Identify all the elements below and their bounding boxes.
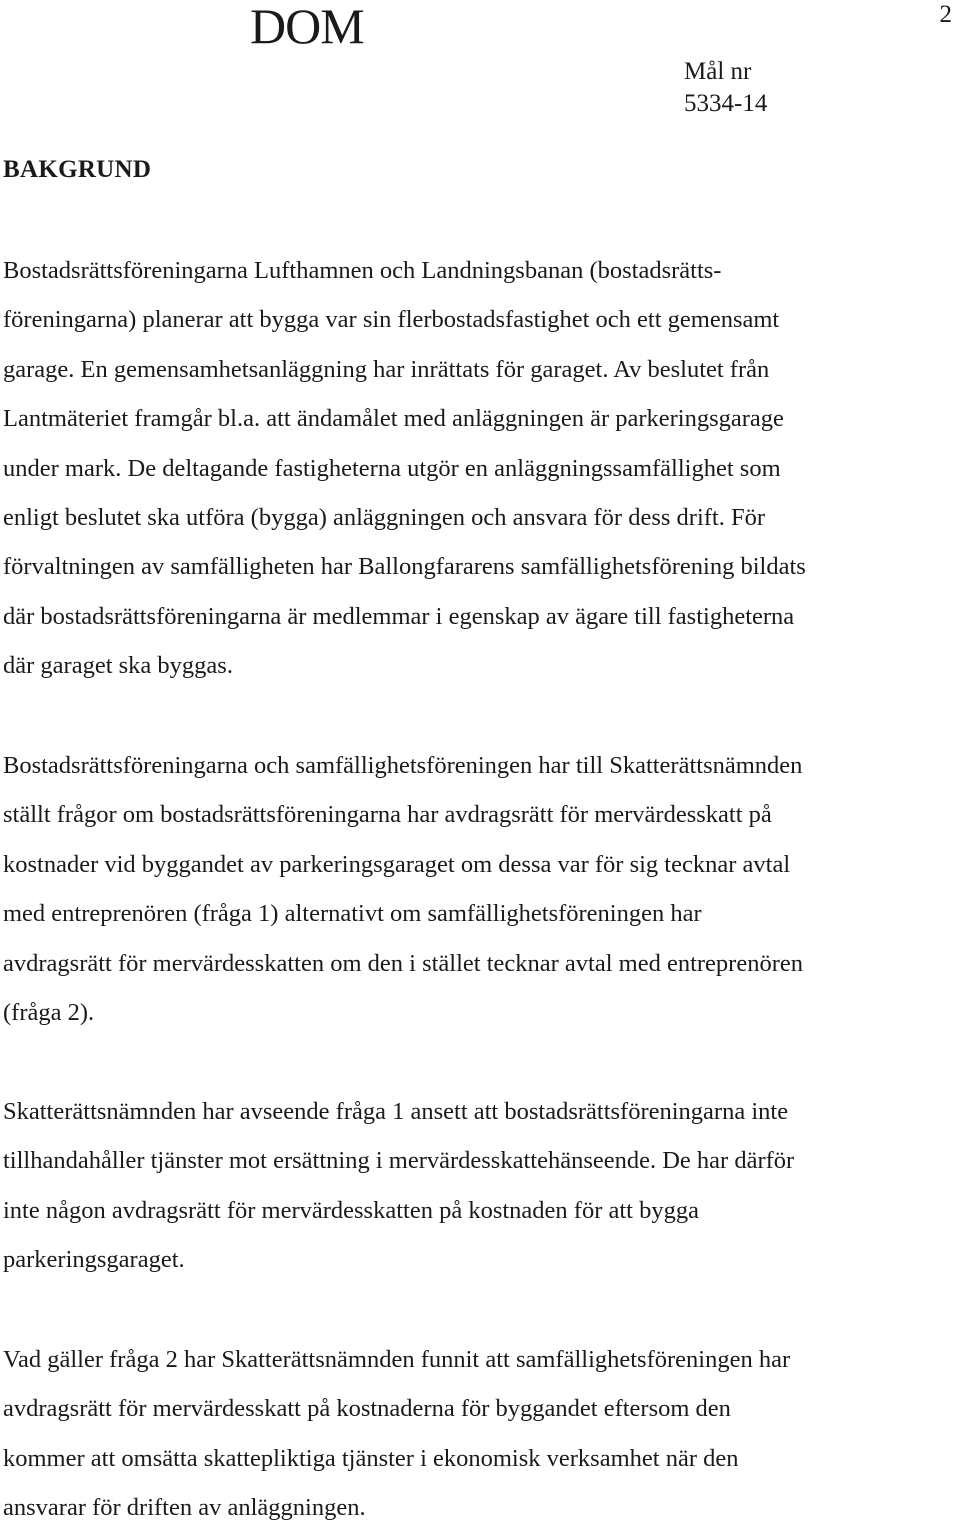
text-line: med entreprenören (fråga 1) alternativt om samfällighetsföreningen har xyxy=(3,900,702,928)
case-number: 5334-14 xyxy=(684,90,768,117)
paragraph-question-2-ruling xyxy=(3,1335,948,1533)
document-title: DOM xyxy=(250,0,364,54)
text-line: inte någon avdragsrätt för mervärdesskatten på kostnaden för att bygga xyxy=(3,1196,699,1224)
text-line: där garaget ska byggas. xyxy=(3,652,233,680)
text-line: parkeringsgaraget. xyxy=(3,1246,185,1274)
text-line: (fråga 2). xyxy=(3,998,95,1026)
paragraph-background-intro xyxy=(3,246,948,691)
paragraph-questions xyxy=(3,741,948,1037)
text-line: Lantmäteriet framgår bl.a. att ändamålet med anläggningen är parkeringsgarage xyxy=(3,405,784,433)
text-line: Skatterättsnämnden har avseende fråga 1 ansett att bostadsrättsföreningarna inte xyxy=(3,1098,789,1125)
text-line: ställt frågor om bostadsrättsföreningarna har avdragsrätt för mervärdesskatt på xyxy=(3,801,772,829)
case-label: Mål nr xyxy=(684,58,752,85)
text-line: där bostadsrättsföreningarna är medlemmar i egenskap av ägare till fastigheterna xyxy=(3,602,795,630)
text-line: förvaltningen av samfälligheten har Ballongfararens samfällighetsförening bildats xyxy=(3,553,806,581)
text-line: avdragsrätt för mervärdesskatten om den i stället tecknar avtal med entreprenören xyxy=(3,949,803,977)
page-number: 2 xyxy=(939,1,952,28)
text-line: enligt beslutet ska utföra (bygga) anläggningen och ansvara för dess drift. För xyxy=(3,503,766,531)
text-line: Bostadsrättsföreningarna Lufthamnen och Landningsbanan (bostadsrätts- xyxy=(3,257,722,284)
text-line: kommer att omsätta skattepliktiga tjänster i ekonomisk verksamhet när den xyxy=(3,1444,739,1472)
text-line: under mark. De deltagande fastigheterna utgör en anläggningssamfällighet som xyxy=(3,454,781,482)
text-line: föreningarna) planerar att bygga var sin flerbostadsfastighet och ett gemensamt xyxy=(3,306,780,334)
text-line: ansvarar för driften av anläggningen. xyxy=(3,1494,366,1522)
case-number-block xyxy=(684,56,767,120)
text-line: garage. En gemensamhetsanläggning har inrättats för garaget. Av beslutet från xyxy=(3,355,770,383)
text-line: tillhandahåller tjänster mot ersättning i mervärdesskattehänseende. De har därför xyxy=(3,1147,795,1175)
section-heading: BAKGRUND xyxy=(3,156,152,183)
text-line: Vad gäller fråga 2 har Skatterättsnämnden funnit att samfällighetsföreningen har xyxy=(3,1346,791,1373)
text-line: Bostadsrättsföreningarna och samfällighetsföreningen har till Skatterättsnämnden xyxy=(3,752,803,779)
text-line: kostnader vid byggandet av parkeringsgaraget om dessa var för sig tecknar avtal xyxy=(3,850,791,878)
text-line: avdragsrätt för mervärdesskatt på kostnaderna för byggandet eftersom den xyxy=(3,1395,731,1423)
paragraph-question-1-ruling xyxy=(3,1087,948,1285)
